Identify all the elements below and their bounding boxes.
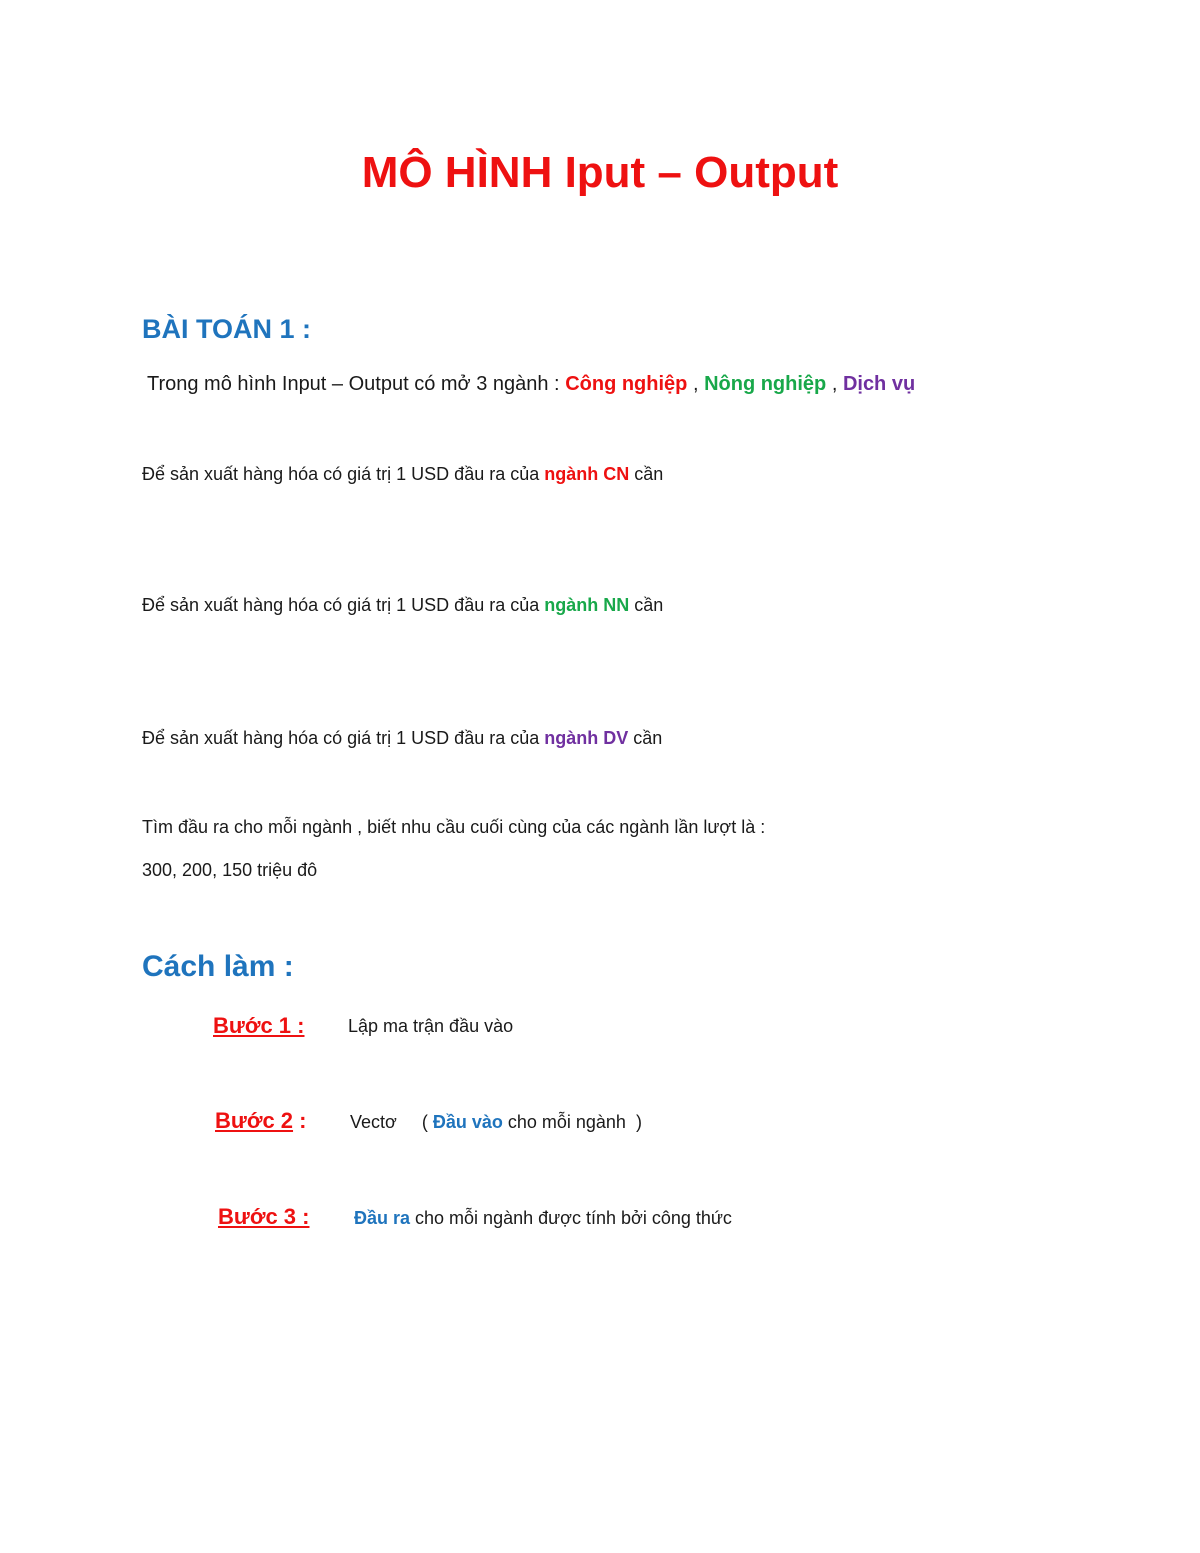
problem-intro [147, 373, 915, 396]
step-2-prefix: Vectơ ( [350, 1112, 433, 1132]
sector-agriculture: Nông nghiệp [704, 373, 827, 395]
line-suffix: cần [629, 464, 664, 484]
intro-sep-2: , [826, 373, 843, 395]
requirement-line-cn [142, 464, 663, 485]
step-3-suffix: cho mỗi ngành được tính bởi công thức [410, 1208, 732, 1228]
page-title: MÔ HÌNH Iput – Output [361, 148, 839, 197]
step-1-label: Bước 1 : [213, 1013, 305, 1038]
step-3 [218, 1204, 309, 1230]
line-suffix: cần [628, 728, 663, 748]
sector-cn-label: ngành CN [544, 464, 630, 484]
method-heading: Cách làm : [142, 950, 294, 983]
step-2-text [350, 1112, 642, 1133]
demand-values: 300, 200, 150 triệu đô [142, 860, 318, 880]
line-prefix: Để sản xuất hàng hóa có giá trị 1 USD đầu ra của [142, 728, 545, 748]
requirement-line-nn [142, 595, 663, 616]
step-2 [215, 1108, 307, 1134]
step-1-text: Lập ma trận đầu vào [348, 1016, 514, 1036]
line-prefix: Để sản xuất hàng hóa có giá trị 1 USD đầu ra của [142, 595, 545, 615]
sector-dv-label: ngành DV [544, 728, 629, 748]
step-2-colon: : [293, 1108, 307, 1133]
step-3-text [354, 1208, 732, 1229]
sector-industry: Công nghiệp [565, 373, 688, 395]
step-3-label: Bước 3 : [218, 1204, 310, 1229]
sector-service: Dịch vụ [842, 373, 916, 395]
line-suffix: cần [629, 595, 664, 615]
sector-nn-label: ngành NN [544, 595, 630, 615]
intro-prefix: Trong mô hình Input – Output có mở 3 ngành : [147, 373, 566, 395]
problem-heading: BÀI TOÁN 1 : [142, 314, 312, 344]
intro-sep-1: , [687, 373, 705, 395]
step-2-label: Bước 2 [215, 1108, 294, 1133]
line-prefix: Để sản xuất hàng hóa có giá trị 1 USD đầu ra của [142, 464, 545, 484]
step-3-highlight: Đầu ra [354, 1208, 411, 1228]
step-2-highlight: Đầu vào [432, 1112, 503, 1132]
step-2-suffix: cho mỗi ngành ) [502, 1112, 642, 1132]
requirement-line-dv [142, 728, 662, 749]
step-1 [213, 1013, 304, 1039]
demand-question: Tìm đầu ra cho mỗi ngành , biết nhu cầu cuối cùng của các ngành lần lượt là : [142, 817, 766, 837]
